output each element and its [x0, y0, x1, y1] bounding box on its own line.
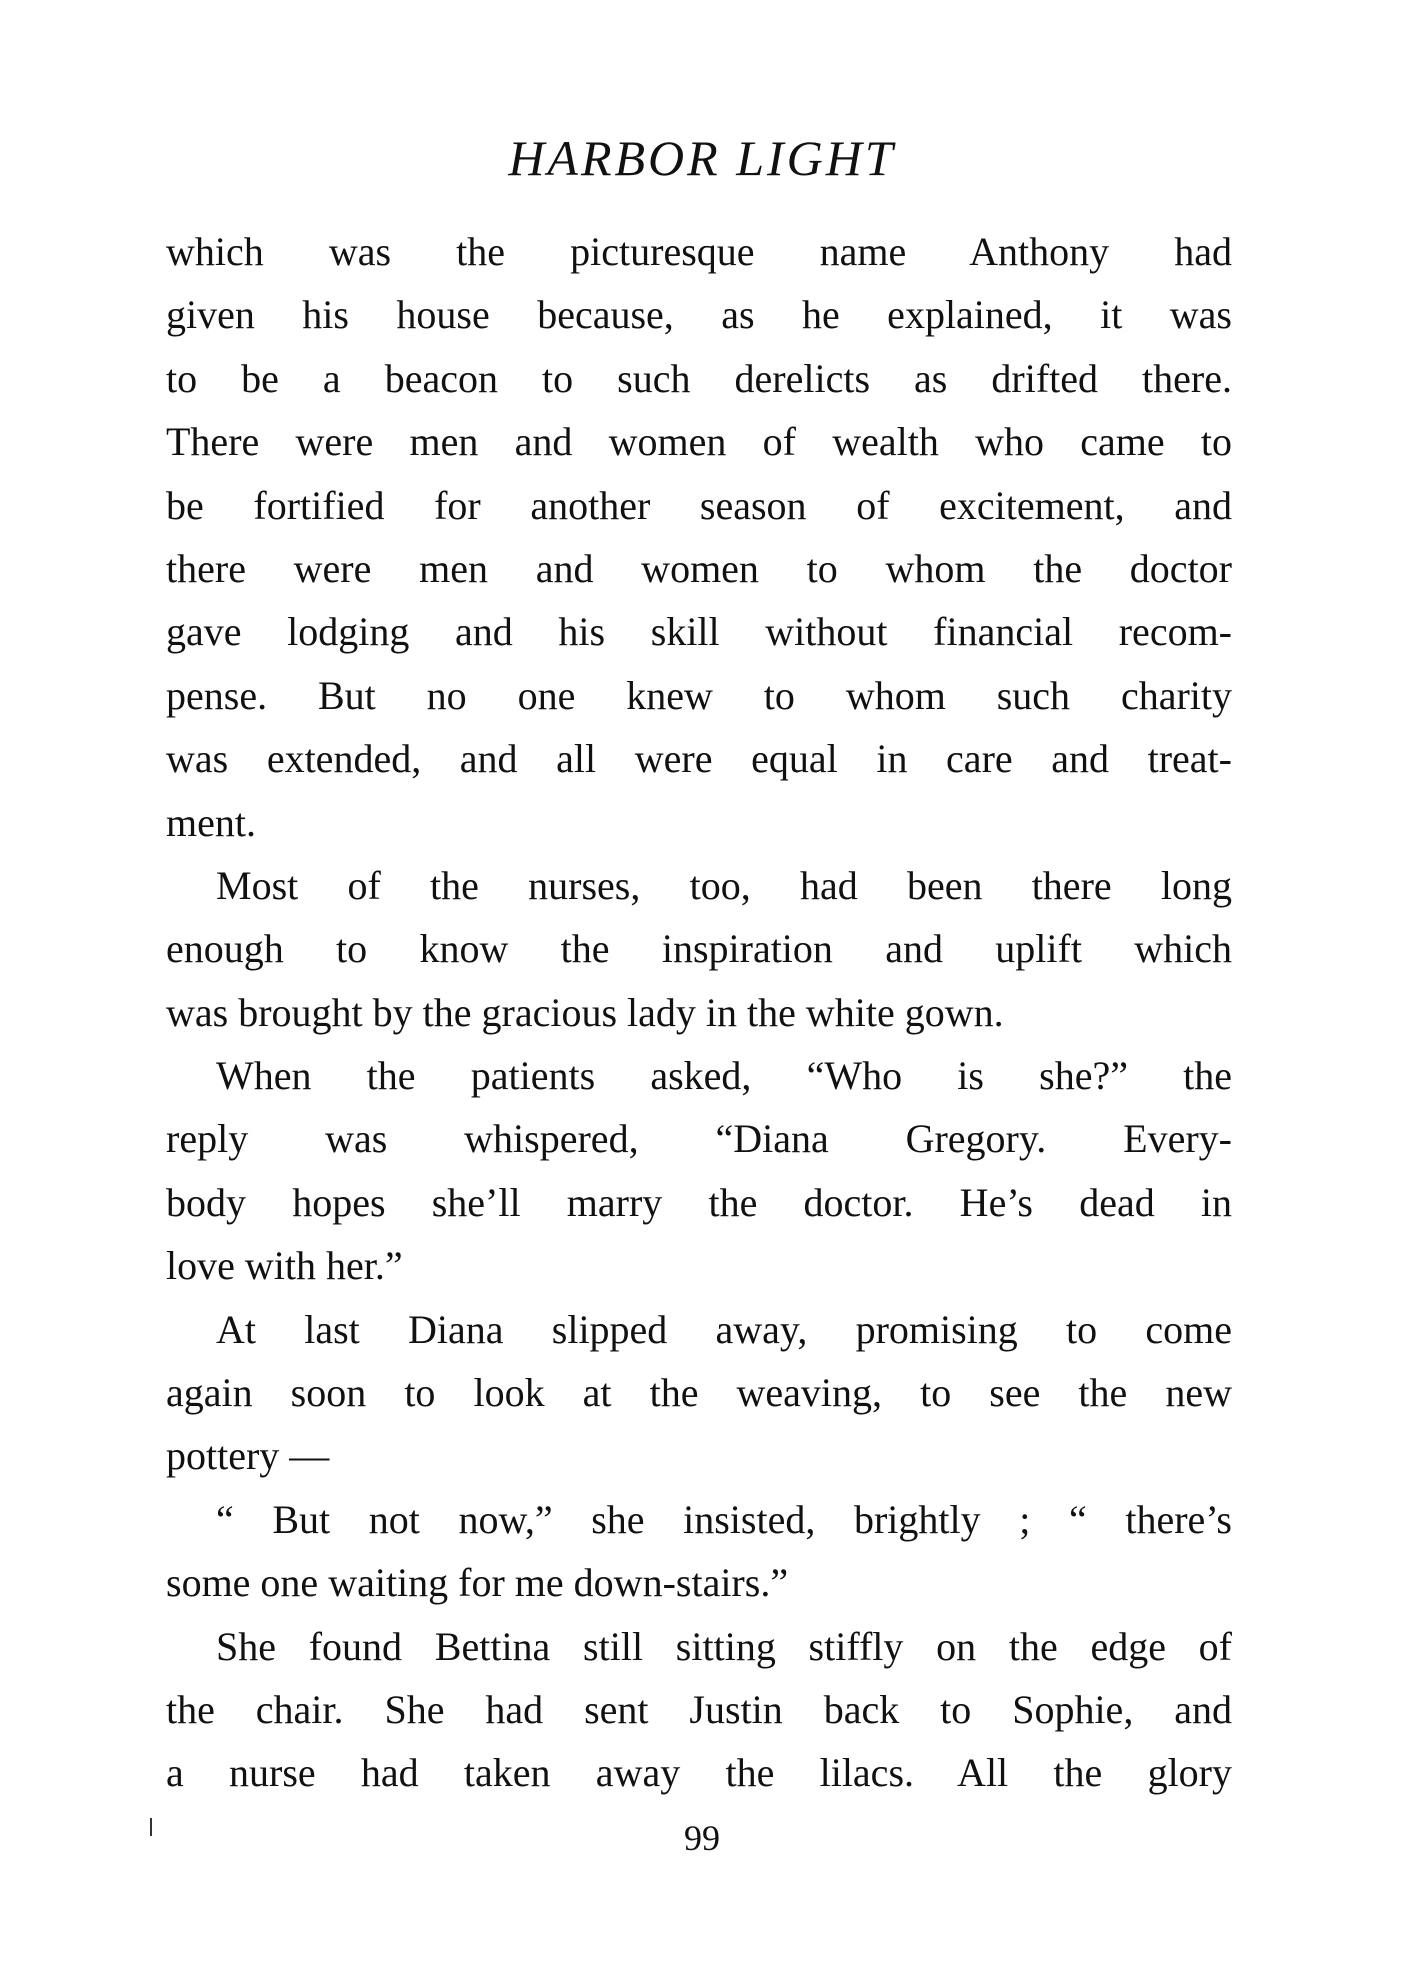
- text-line: She found Bettina still sitting stiffly on the edge of: [216, 1623, 1232, 1669]
- text-line: Most of the nurses, too, had been there long: [216, 862, 1232, 908]
- text-line: was extended, and all were equal in care and treat-: [166, 736, 1232, 782]
- text-line: given his house because, as he explained, it was: [166, 292, 1232, 338]
- text-line: At last Diana slipped away, promising to come: [216, 1306, 1232, 1352]
- text-line: be fortified for another season of excitement, and: [166, 482, 1232, 528]
- text-line: to be a beacon to such derelicts as drifted there.: [166, 355, 1232, 401]
- text-line: again soon to look at the weaving, to see the new: [166, 1370, 1232, 1416]
- text-line: “ But not now,” she insisted, brightly ; “ there’s: [216, 1496, 1232, 1542]
- text-line: gave lodging and his skill without financial recom-: [166, 609, 1232, 655]
- text-line: there were men and women to whom the doctor: [166, 545, 1232, 591]
- text-line: reply was whispered, “Diana Gregory. Every-: [166, 1116, 1232, 1162]
- page-number: 99: [684, 1818, 720, 1858]
- text-line: love with her.”: [166, 1243, 403, 1289]
- text-line: the chair. She had sent Justin back to Sophie, and: [166, 1686, 1232, 1732]
- text-line: some one waiting for me down-stairs.”: [166, 1560, 789, 1606]
- text-line: ment.: [166, 799, 256, 845]
- text-line: a nurse had taken away the lilacs. All the glory: [166, 1750, 1232, 1796]
- text-line: enough to know the inspiration and uplift which: [166, 926, 1232, 972]
- running-title: HARBOR LIGHT: [508, 130, 896, 186]
- text-line: There were men and women of wealth who came to: [166, 419, 1232, 465]
- text-line: body hopes she’ll marry the doctor. He’s dead in: [166, 1179, 1232, 1225]
- text-line: When the patients asked, “Who is she?” the: [216, 1053, 1232, 1099]
- text-line: was brought by the gracious lady in the white gown.: [166, 989, 1004, 1035]
- text-line: pottery —: [166, 1433, 330, 1479]
- text-line: which was the picturesque name Anthony had: [166, 229, 1232, 274]
- body-text: [166, 220, 1232, 1805]
- text-line: pense. But no one knew to whom such charity: [166, 672, 1232, 718]
